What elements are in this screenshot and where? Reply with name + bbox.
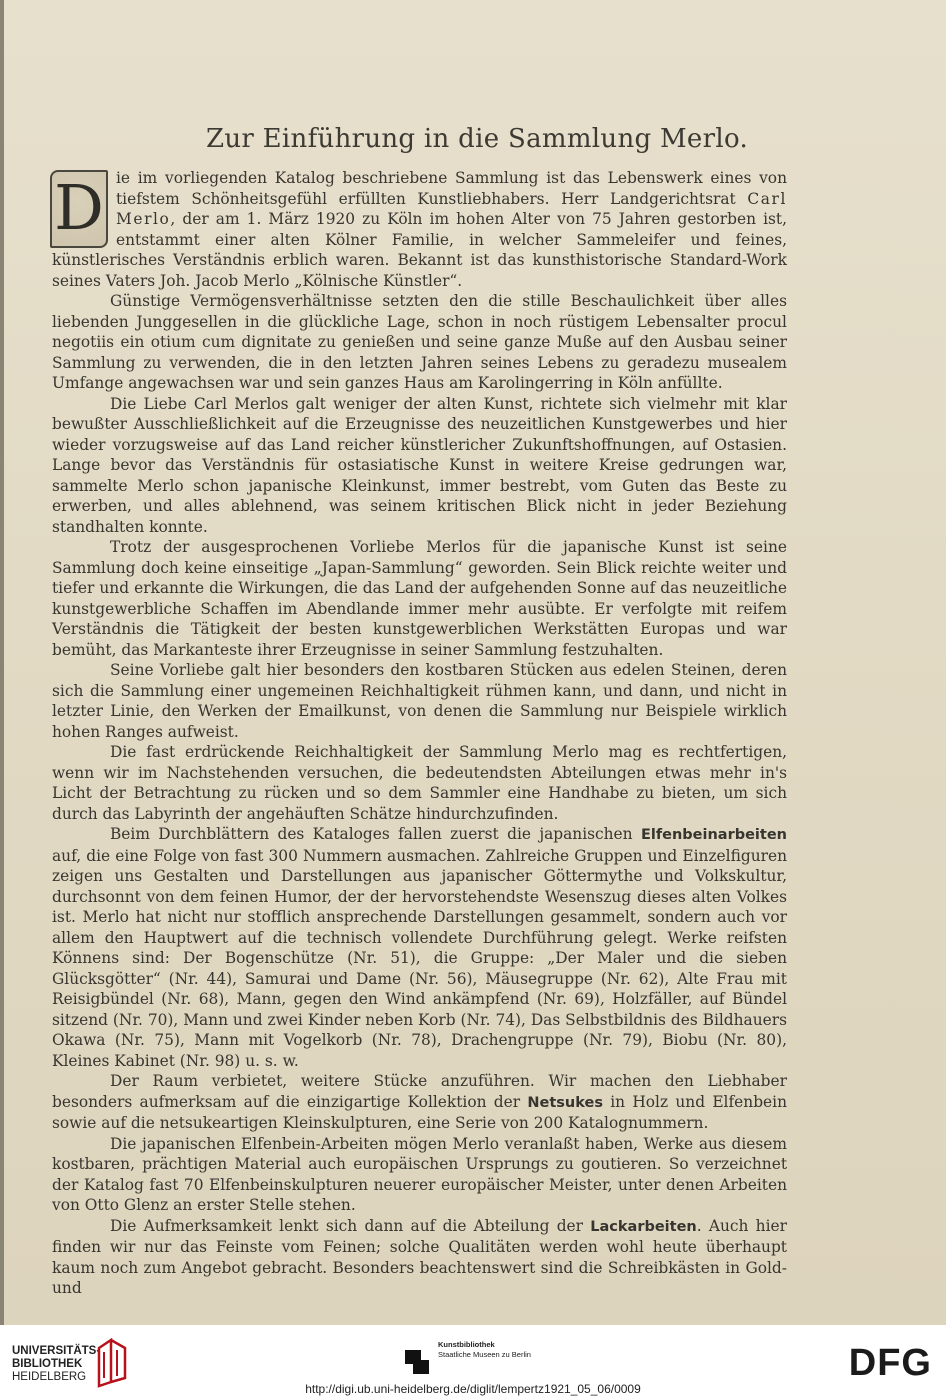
paragraph-2: Günstige Vermögensverhältnisse setzten den die stille Beschaulichkeit über alles liebenden Junggesellen in die glückliche Lage, schon in noch rüstigem Lebensalter procul negotiis ein otium cum dignitate zu genießen und seine ganze Muße auf den Ausbau seiner Sammlung zu verwenden, die in den letzten Jahren seines Lebens zu geradezu musealem Umfange angewachsen war und sein ganzes Haus am Karolingerring in Köln anfüllte. (52, 292, 787, 392)
heading-ivory: Elfenbeinarbeiten (640, 827, 787, 843)
university-emblem-icon (95, 1338, 129, 1388)
collector-name: Carl Merlo (116, 189, 787, 228)
heading-lacquer: Lackarbeiten (590, 1218, 697, 1235)
kunstbibliothek-logo-icon (403, 1348, 431, 1376)
permalink-url[interactable]: http://digi.ub.uni-heidelberg.de/diglit/lempertz1921_05_06/0009 (305, 1382, 641, 1396)
paragraph-9: Die japanischen Elfenbein-Arbeiten mögen Merlo veranlaßt haben, Werke aus diesem kostbaren, prächtigen Material auch europäischen Ursprungs zu goutieren. So verzeichnet der Katalog fast 70 Elfenbeinskulpturen neuerer europäischer Meister, unter denen Arbeiten von Otto Glenz an erster Stelle stehen. (52, 1134, 787, 1214)
footer-bar (0, 1325, 946, 1398)
paragraph-1: D ie im vorliegenden Katalog beschriebene Sammlung ist das Lebenswerk eines von tiefstem Schönheitsgefühl erfüllten Kunstliebhabers. Herr Landgerichtsrat Carl Merlo, der am 1. März 1920 zu Köln im hohen Alter von 75 Jahren gestorben ist, entstammt einer alten Kölner Familie, in welcher Sammeleifer und feines, künstlerisches Verständnis erblich waren. Bekannt ist das kunsthistorische Standard-Work seines Vaters Joh. Jacob Merlo „Kölnische Künstler“. (52, 169, 787, 290)
paragraph-4: Trotz der ausgesprochenen Vorliebe Merlos für die japanische Kunst ist seine Sammlung doch keine einseitige „Japan-Sammlung“ geworden. Sein Blick reichte weiter und tiefer und erkannte die Wirkungen, die das Land der aufgehenden Sonne auf das neuzeitliche kunstgewerbliche Schaffen im Abendlande immer mehr ausübte. Er verfolgte mit reifem Verständnis die Tätigkeit der besten kunstgewerblichen Werkstätten Europas und war bemüht, das Markanteste ihrer Erzeugnisse in seiner Sammlung festzuhalten. (52, 538, 787, 659)
heading-netsukes: Netsukes (527, 1094, 603, 1111)
university-library-logo[interactable]: UNIVERSITÄTS- BIBLIOTHEK HEIDELBERG (12, 1345, 101, 1383)
paragraph-8: Der Raum verbietet, weitere Stücke anzuführen. Wir machen den Liebhaber besonders aufmerksam auf die einzigartige Kollektion der Netsukes in Holz und Elfenbein sowie auf die netsukeartigen Kleinskulpturen, eine Serie von 200 Katalognummern. (52, 1072, 787, 1132)
paragraph-6: Die fast erdrückende Reichhaltigkeit der Sammlung Merlo mag es rechtfertigen, wenn wir im Nachstehenden versuchen, die bedeutendsten Abteilungen etwas mehr in's Licht der Betrachtung zu rücken und so dem Sammler eine Handhabe zu bieten, um sich durch das Labyrinth der angehäuften Schätze hindurchzufinden. (52, 743, 787, 823)
page-title: Zur Einführung in die Sammlung Merlo. (205, 124, 749, 154)
kunstbibliothek-text: Kunstbibliothek Staatliche Museen zu Berlin (438, 1340, 531, 1359)
dfg-logo[interactable]: DFG (848, 1342, 932, 1384)
paragraph-3: Die Liebe Carl Merlos galt weniger der alten Kunst, richtete sich vielmehr mit klar bewußter Ausschließlichkeit auf die Erzeugnisse des neuzeitlichen Kunstgewerbes und hier wieder vorzugsweise auf das Land reicher künstlericher Zukunftshoffnungen, auf Ostasien. Lange bevor das Verständnis für ostasiatische Kunst in weitere Kreise gedrungen war, sammelte Merlo schon japanische Kleinkunst, immer bestrebt, vom Guten das Beste zu erwerben, und alles ablehnend, was seinem kritischen Blick nicht in jeder Beziehung standhalten konnte. (52, 394, 787, 536)
paragraph-5: Seine Vorliebe galt hier besonders den kostbaren Stücken aus edelen Steinen, deren sich die Sammlung einer ungemeinen Reichhaltigkeit rühmen kann, und dann, und nicht in letzter Linie, den Werken der Emailkunst, von denen die Sammlung nur Beispiele wirklich hohen Ranges aufweist. (52, 661, 787, 741)
paragraph-7: Beim Durchblättern des Kataloges fallen zuerst die japanischen Elfenbeinarbeiten auf, die eine Folge von fast 300 Nummern ausmachen. Zahlreiche Gruppen und Einzelfiguren zeigen uns Gestalten und Darstellungen aus japanischer Göttermythe und Volkskultur, durchsonnt von dem feinen Humor, der der hervorstehendste Wesenszug dieses alten Volkes ist. Merlo hat nicht nur stofflich ansprechende Darstellungen gesammelt, sondern auch vor allem den Hauptwert auf die technisch vollendete Durchführung gelegt. Werke reifsten Könnens sind: Der Bogenschütze (Nr. 51), die Gruppe: „Der Maler und die sieben Glücksgötter“ (Nr. 44), Samurai und Dame (Nr. 56), Mäusegruppe (Nr. 62), Alte Frau mit Reisigbündel (Nr. 68), Mann, gegen den Wind ankämpfend (Nr. 69), Holzfäller, auf Bündel sitzend (Nr. 70), Mann und zwei Kinder neben Korb (Nr. 74), Das Selbstbildnis des Bildhauers Okawa (Nr. 75), Mann mit Vogelkorb (Nr. 78), Drachengruppe (Nr. 79), Biobu (Nr. 80), Kleines Kabinet (Nr. 98) u. s. w. (52, 825, 787, 1070)
decorative-initial: D (50, 170, 108, 248)
body-text (52, 168, 787, 1299)
paragraph-10: Die Aufmerksamkeit lenkt sich dann auf die Abteilung der Lackarbeiten. Auch hier finden wir nur das Feinste vom Feinen; solche Qualitäten werden wohl heute überhaupt kaum noch zum Angebot gebracht. Besonders beachtenswert sind die Schreibkästen in Gold- und (52, 1216, 787, 1297)
